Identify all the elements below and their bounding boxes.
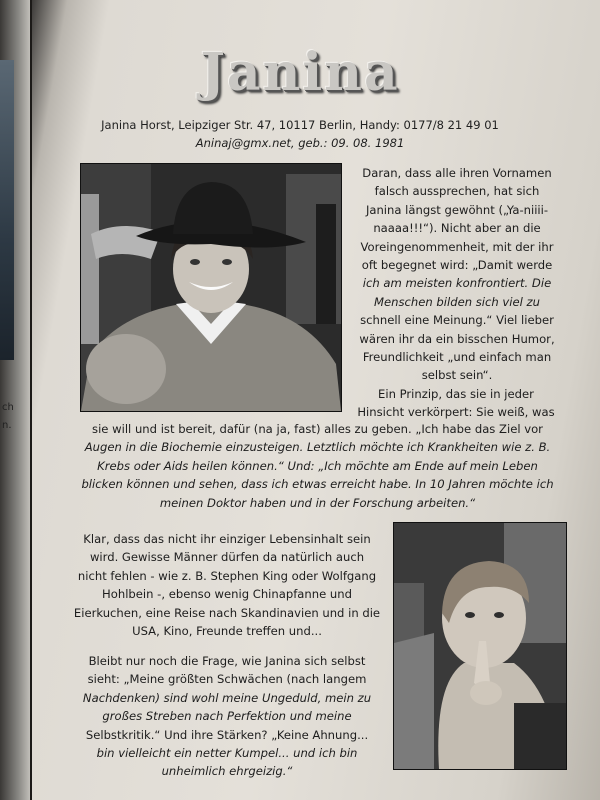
text-line: Eierkuchen, eine Reise nach Skandinavien und in die xyxy=(73,605,381,620)
text-line: USA, Kino, Freunde treffen und... xyxy=(132,624,322,639)
text-line: Voreingenommenheit, mit der ihr xyxy=(360,239,554,254)
principle-paragraph xyxy=(70,420,565,512)
text-line: meinen Doktor haben und in der Forschung arbeiten.“ xyxy=(159,495,476,510)
text-line: Nachdenken) sind wohl meine Ungeduld, mein zu xyxy=(82,690,372,705)
text-line: naaaa!!!“). Nicht aber an die xyxy=(373,221,541,236)
text-line: wären ihr da ein bisschen Humor, xyxy=(359,331,555,346)
text-line: Krebs oder Aids heilen können.“ Und: „Ich möchte am Ende auf mein Leben xyxy=(97,458,538,473)
text-line: ich am meisten konfrontiert. Die xyxy=(362,276,552,291)
self-assessment-paragraph xyxy=(68,652,386,781)
text-line: falsch aussprechen, hat sich xyxy=(374,184,540,199)
principle-paragraph-side xyxy=(345,385,567,422)
text-line: sieht: „Meine größten Schwächen (nach langem xyxy=(87,672,367,687)
text-line: Janina längst gewöhnt („Ya-niiii- xyxy=(365,202,549,217)
text-line: Klar, dass das nicht ihr einziger Lebensinhalt sein xyxy=(83,532,371,546)
text-line: Hinsicht verkörpert: Sie weiß, was xyxy=(357,405,555,420)
portrait-photo xyxy=(80,163,342,412)
text-line: bin vielleicht ein netter Kumpel... und ich bin xyxy=(96,746,358,761)
text-line: selbst sein“. xyxy=(421,368,493,383)
text-line: unheimlich ehrgeizig.“ xyxy=(161,764,293,779)
text-line: oft begegnet wird: „Damit werde xyxy=(361,258,553,273)
contact-email-birthdate: Aninaj@gmx.net, geb.: 09. 08. 1981 xyxy=(195,136,405,150)
text-line: sie will und ist bereit, dafür (na ja, fast) alles zu geben. „Ich habe das Ziel vor xyxy=(92,422,543,436)
text-line: blicken können und sehen, dass ich etwas erreicht habe. In 10 Jahren möchte ich xyxy=(81,477,554,492)
previous-page-text-2: n. xyxy=(2,420,12,431)
text-line: Bleibt nur noch die Frage, wie Janina sich selbst xyxy=(88,654,366,668)
text-line: Selbstkritik.“ Und ihre Stärken? „Keine Ahnung... xyxy=(85,727,369,742)
text-line: Hohlbein -, ebenso wenig Chinapfanne und xyxy=(102,587,352,602)
text-line: Daran, dass alle ihren Vornamen xyxy=(362,166,552,180)
text-line: schnell eine Meinung.“ Viel lieber xyxy=(360,313,554,328)
text-line: Menschen bilden sich viel zu xyxy=(374,294,540,309)
interests-paragraph xyxy=(68,530,386,640)
child-photo xyxy=(393,522,567,770)
intro-paragraph xyxy=(352,164,562,385)
previous-page-photo-edge xyxy=(0,60,14,360)
previous-page-text-1: ch xyxy=(2,402,14,413)
contact-address: Janina Horst, Leipziger Str. 47, 10117 Berlin, Handy: 0177/8 21 49 01 xyxy=(101,118,499,132)
text-line: Augen in die Biochemie einzusteigen. Letztlich möchte ich Krankheiten wie z. B. xyxy=(84,440,551,455)
text-line: großes Streben nach Perfektion und meine xyxy=(102,709,352,724)
text-line: Ein Prinzip, das sie in jeder xyxy=(378,387,534,401)
text-line: Freundlichkeit „und einfach man xyxy=(362,350,552,365)
text-line: wird. Gewisse Männer dürfen da natürlich auch xyxy=(89,550,365,565)
page-title: Janina xyxy=(200,42,400,103)
text-line: nicht fehlen - wie z. B. Stephen King oder Wolfgang xyxy=(77,568,377,583)
